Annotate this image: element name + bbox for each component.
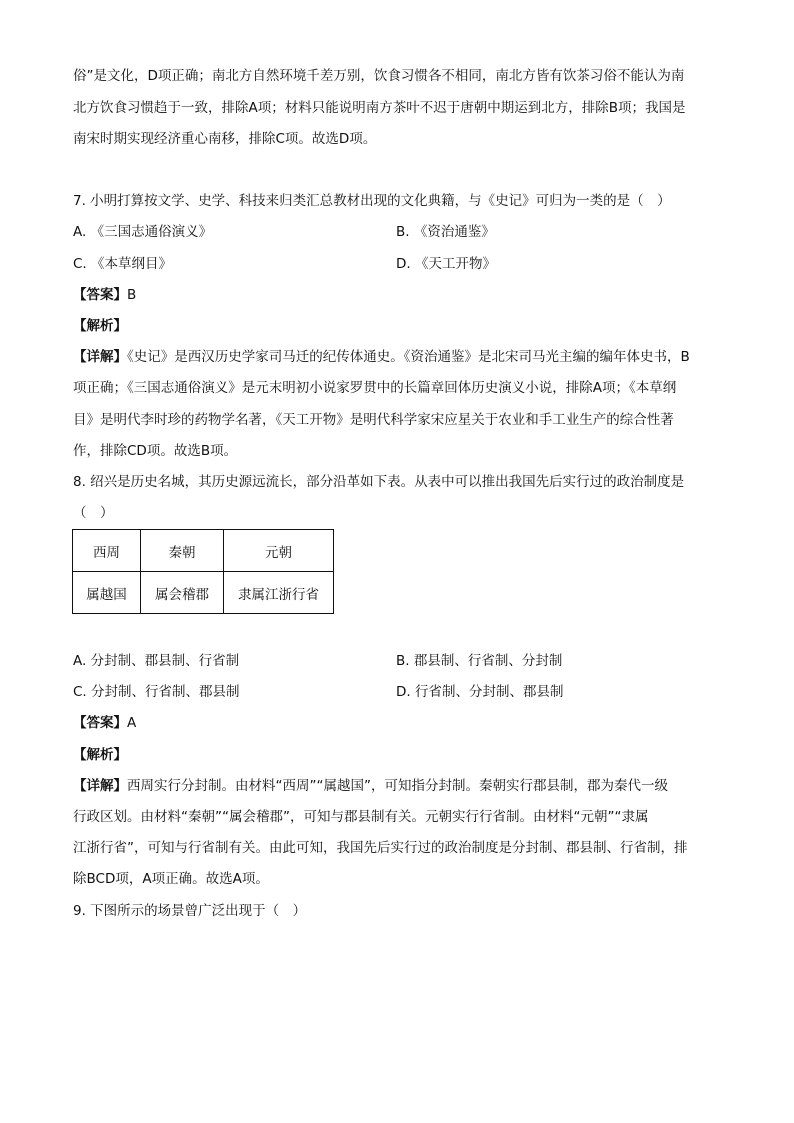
table-row: [73, 572, 334, 614]
q8-detail-line-1: [73, 776, 668, 796]
detail-text: 西周实行分封制。由材料“西周”“属越国”，可知指分封制。秦朝实行郡县制，郡为秦代一级: [127, 778, 668, 794]
q7-analysis-tag: 【解析】: [73, 318, 127, 334]
q7-option-b: B. 《资治通鉴》: [396, 224, 495, 240]
q8-option-c: C. 分封制、行省制、郡县制: [73, 684, 240, 700]
q8-option-a: A. 分封制、郡县制、行省制: [73, 653, 240, 669]
q7-option-c: C. 《本草纲目》: [73, 256, 173, 272]
prev-analysis-line-3: 南宋时期实现经济重心南移，排除C项。故选D项。: [73, 131, 377, 147]
q8-option-d: D. 行省制、分封制、郡县制: [396, 684, 564, 700]
q7-detail-line-3: 目》是明代李时珍的药物学名著，《天工开物》是明代科学家宋应星关于农业和手工业生产的综合性著: [73, 412, 674, 428]
table-cell: 秦朝: [141, 530, 224, 572]
q7-detail-line-1: [73, 347, 690, 367]
q8-analysis-tag: 【解析】: [73, 747, 127, 763]
prev-analysis-line-1: 俗”是文化，D项正确；南北方自然环境千差万别，饮食习惯各不相同，南北方皆有饮茶习俗不能认为南: [73, 68, 685, 84]
q7-option-a: A. 《三国志通俗演义》: [73, 224, 213, 240]
answer-tag: 【答案】: [73, 715, 127, 731]
table-cell: 元朝: [224, 530, 334, 572]
table-cell: 隶属江浙行省: [224, 572, 334, 614]
detail-text: 《史记》是西汉历史学家司马迁的纪传体通史。《资治通鉴》是北宋司马光主编的编年体史书，B: [127, 349, 690, 365]
table-cell: 属越国: [73, 572, 141, 614]
answer-value: A: [127, 715, 137, 731]
table-header-row: [73, 530, 334, 572]
history-table: [72, 529, 334, 614]
q8-detail-line-2: 行政区划。由材料“秦朝”“属会稽郡”，可知与郡县制有关。元朝实行行省制。由材料“元朝”“隶属: [73, 809, 649, 825]
answer-tag: 【答案】: [73, 287, 127, 303]
q7-answer: [73, 285, 136, 305]
q8-stem-line-2: （ ）: [73, 505, 114, 521]
q7-detail-line-2: 项正确；《三国志通俗演义》是元末明初小说家罗贯中的长篇章回体历史演义小说，排除A项；《本草纲: [73, 380, 677, 396]
detail-tag: 【详解】: [73, 778, 127, 794]
q8-stem-line-1: 8. 绍兴是历史名城，其历史源远流长，部分沿革如下表。从表中可以推出我国先后实行过的政治制度是: [73, 474, 685, 490]
q8-detail-line-3: 江浙行省”，可知与行省制有关。由此可知，我国先后实行过的政治制度是分封制、郡县制、行省制，排: [73, 840, 688, 856]
answer-value: B: [127, 287, 137, 303]
prev-analysis-line-2: 北方饮食习惯趋于一致，排除A项；材料只能说明南方茶叶不迟于唐朝中期运到北方，排除B项；我国是: [73, 100, 686, 116]
q8-detail-line-4: 除BCD项，A项正确。故选A项。: [73, 871, 269, 887]
q8-option-b: B. 郡县制、行省制、分封制: [396, 653, 563, 669]
table-cell: 属会稽郡: [141, 572, 224, 614]
q8-answer: [73, 713, 136, 733]
q7-option-d: D. 《天工开物》: [396, 256, 496, 272]
table-cell: 西周: [73, 530, 141, 572]
q7-stem: 7. 小明打算按文学、史学、科技来归类汇总教材出现的文化典籍，与《史记》可归为一类的是（ ）: [73, 193, 671, 209]
detail-tag: 【详解】: [73, 349, 127, 365]
q9-stem: 9. 下图所示的场景曾广泛出现于（ ）: [73, 903, 307, 919]
q7-detail-line-4: 作，排除CD项。故选B项。: [73, 443, 238, 459]
